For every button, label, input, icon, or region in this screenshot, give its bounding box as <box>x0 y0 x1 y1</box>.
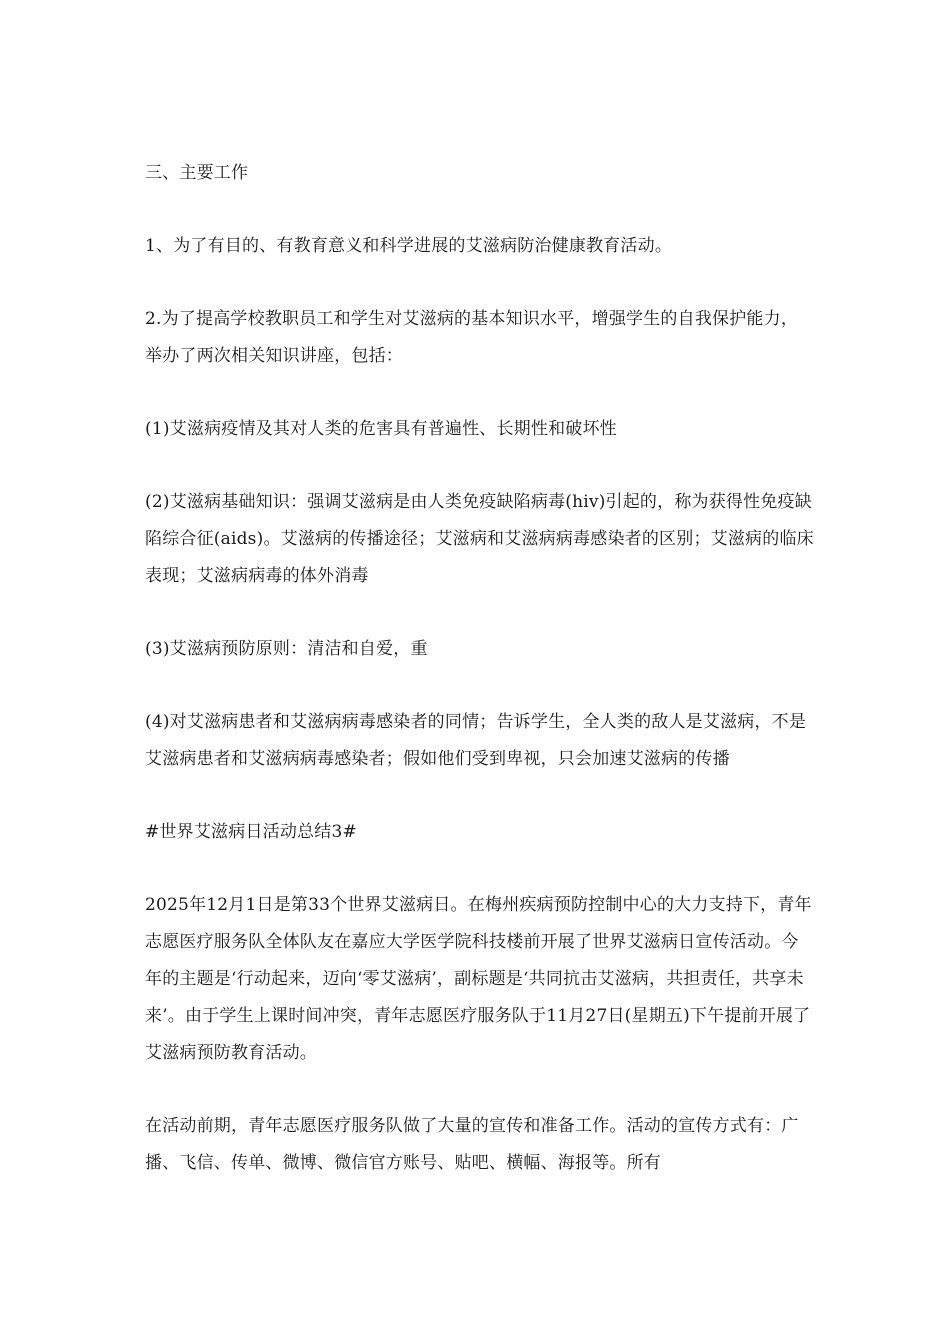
paragraph-8: 在活动前期，青年志愿医疗服务队做了大量的宣传和准备工作。活动的宣传方式有：广播、飞信、传单、微博、微信官方账号、贴吧、横幅、海报等。所有 <box>145 1116 799 1173</box>
section-heading: 三、主要工作 <box>145 163 249 183</box>
paragraph-7: 2025年12月1日是第33个世界艾滋病日。在梅州疾病预防控制中心的大力支持下，青年志愿医疗服务队全体队友在嘉应大学医学院科技楼前开展了世界艾滋病日宣传活动。今年的主题是‘行动起来，迈向‘零艾滋病’，副标题是‘共同抗击艾滋病，共担责任，共享未来’。由于学生上课时间冲突，青年志愿医疗服务队于11月27日(星期五)下午提前开展了艾滋病预防教育活动。 <box>145 895 812 1063</box>
paragraph-2: 2.为了提高学校教职员工和学生对艾滋病的基本知识水平，增强学生的自我保护能力，举办了两次相关知识讲座，包括： <box>145 309 799 366</box>
paragraph-5: (3)艾滋病预防原则：清洁和自爱，重 <box>145 639 428 659</box>
paragraph-6: (4)对艾滋病患者和艾滋病病毒感染者的同情；告诉学生，全人类的敌人是艾滋病，不是艾滋病患者和艾滋病病毒感染者；假如他们受到卑视，只会加速艾滋病的传播 <box>145 712 807 769</box>
document-page <box>145 155 815 1218</box>
paragraph-3: (1)艾滋病疫情及其对人类的危害具有普遍性、长期性和破坏性 <box>145 419 617 439</box>
subsection-title: #世界艾滋病日活动总结3# <box>145 822 357 842</box>
paragraph-4: (2)艾滋病基础知识：强调艾滋病是由人类免疫缺陷病毒(hiv)引起的，称为获得性免疫缺陷综合征(aids)。艾滋病的传播途径；艾滋病和艾滋病病毒感染者的区别；艾滋病的临床表现；艾滋病病毒的体外消毒 <box>145 492 814 586</box>
paragraph-1: 1、为了有目的、有教育意义和科学进展的艾滋病防治健康教育活动。 <box>145 236 673 256</box>
